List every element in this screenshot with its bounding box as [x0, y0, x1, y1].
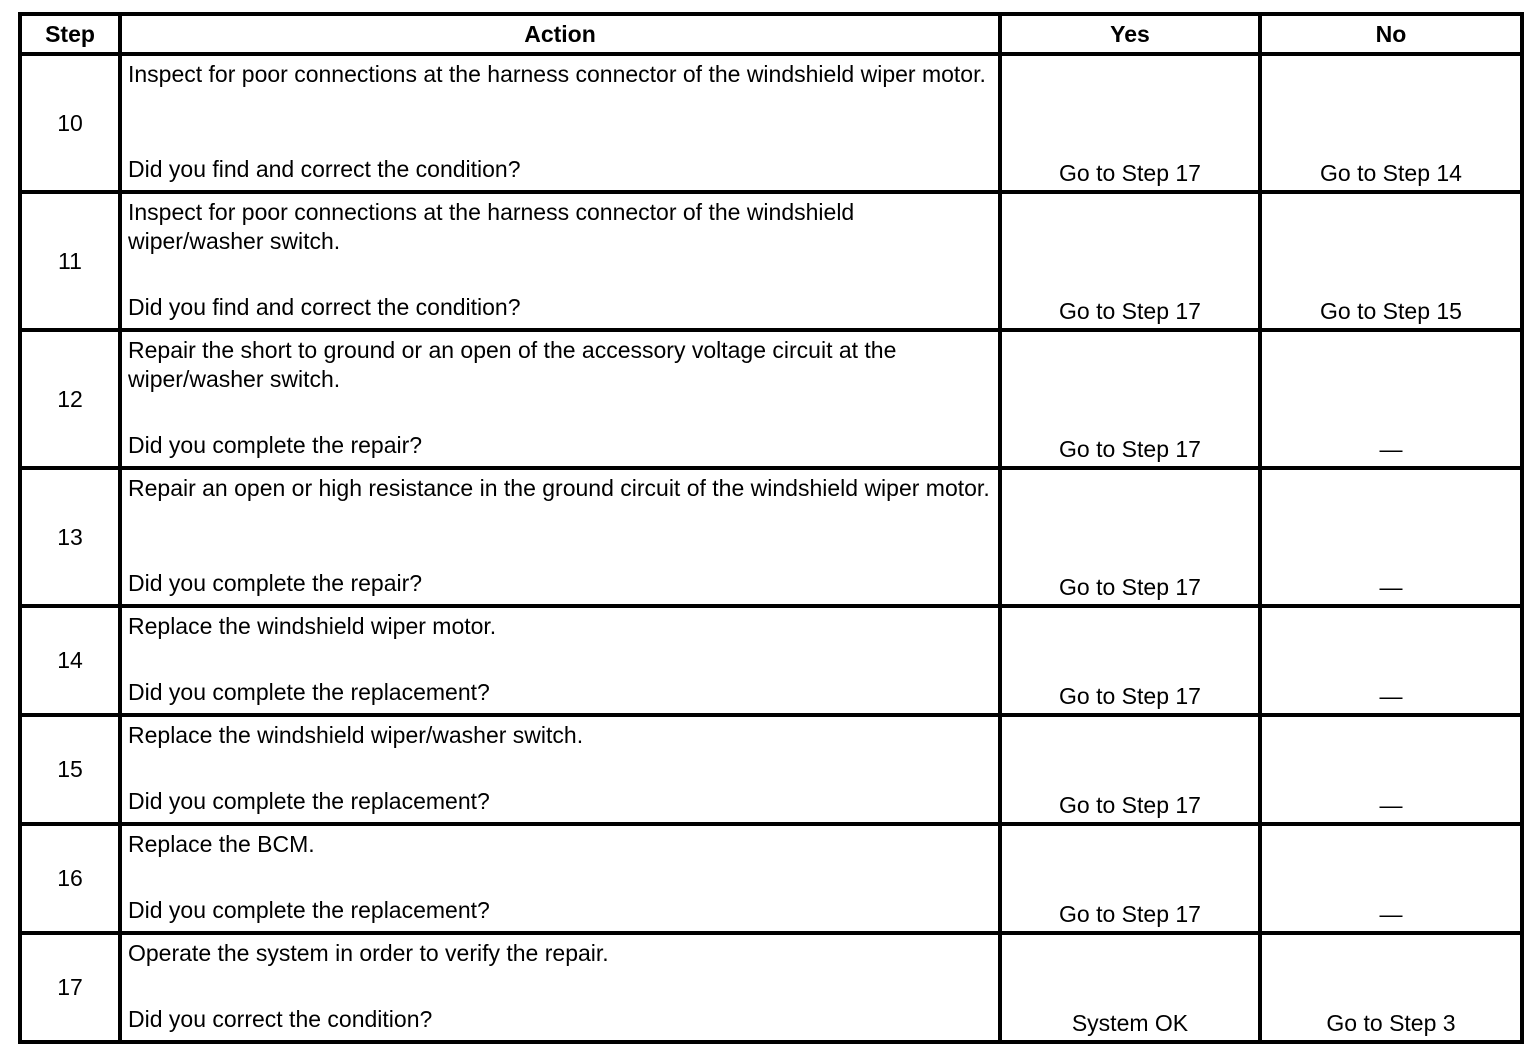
action-question: Did you complete the replacement? [128, 897, 490, 923]
table-row [20, 54, 1522, 192]
action-cell [120, 933, 1000, 1042]
action-cell [120, 824, 1000, 933]
action-question: Did you complete the replacement? [128, 788, 490, 814]
step-number: 13 [20, 468, 120, 606]
table-row [20, 715, 1522, 824]
yes-result: Go to Step 17 [1000, 192, 1260, 330]
action-question: Did you find and correct the condition? [128, 294, 521, 320]
no-result: — [1260, 824, 1522, 933]
action-instruction: Repair an open or high resistance in the ground circuit of the windshield wiper motor. [128, 475, 990, 501]
action-instruction: Replace the BCM. [128, 831, 315, 857]
action-question: Did you complete the repair? [128, 432, 423, 458]
no-result: — [1260, 606, 1522, 715]
diagnostic-table-container [18, 12, 1520, 1044]
no-result: Go to Step 3 [1260, 933, 1522, 1042]
table-row [20, 468, 1522, 606]
action-question: Did you find and correct the condition? [128, 156, 521, 182]
action-cell [120, 606, 1000, 715]
step-number: 11 [20, 192, 120, 330]
action-instruction: Replace the windshield wiper motor. [128, 613, 497, 639]
action-instruction: Repair the short to ground or an open of the accessory voltage circuit at the wiper/washer switch. [128, 337, 897, 392]
table-row [20, 330, 1522, 468]
action-question: Did you complete the repair? [128, 570, 423, 596]
step-number: 15 [20, 715, 120, 824]
action-question: Did you correct the condition? [128, 1006, 433, 1032]
step-number: 10 [20, 54, 120, 192]
action-question: Did you complete the replacement? [128, 679, 490, 705]
action-instruction: Inspect for poor connections at the harness connector of the windshield wiper/washer switch. [128, 199, 855, 254]
no-result: Go to Step 14 [1260, 54, 1522, 192]
yes-result: Go to Step 17 [1000, 54, 1260, 192]
header-action: Action [120, 14, 1000, 54]
header-no: No [1260, 14, 1522, 54]
action-instruction: Replace the windshield wiper/washer switch. [128, 722, 584, 748]
action-cell [120, 192, 1000, 330]
step-number: 12 [20, 330, 120, 468]
yes-result: Go to Step 17 [1000, 468, 1260, 606]
table-row [20, 824, 1522, 933]
step-number: 14 [20, 606, 120, 715]
step-number: 17 [20, 933, 120, 1042]
yes-result: Go to Step 17 [1000, 824, 1260, 933]
yes-result: Go to Step 17 [1000, 606, 1260, 715]
action-cell [120, 468, 1000, 606]
action-instruction: Operate the system in order to verify the repair. [128, 940, 609, 966]
no-result: Go to Step 15 [1260, 192, 1522, 330]
action-cell [120, 54, 1000, 192]
table-row [20, 606, 1522, 715]
table-header-row [20, 14, 1522, 54]
header-yes: Yes [1000, 14, 1260, 54]
action-instruction: Inspect for poor connections at the harness connector of the windshield wiper motor. [128, 61, 986, 87]
diagnostic-table [18, 12, 1524, 1044]
no-result: — [1260, 468, 1522, 606]
no-result: — [1260, 715, 1522, 824]
yes-result: Go to Step 17 [1000, 330, 1260, 468]
action-cell [120, 715, 1000, 824]
step-number: 16 [20, 824, 120, 933]
yes-result: System OK [1000, 933, 1260, 1042]
header-step: Step [20, 14, 120, 54]
table-row [20, 192, 1522, 330]
action-cell [120, 330, 1000, 468]
table-row [20, 933, 1522, 1042]
no-result: — [1260, 330, 1522, 468]
yes-result: Go to Step 17 [1000, 715, 1260, 824]
